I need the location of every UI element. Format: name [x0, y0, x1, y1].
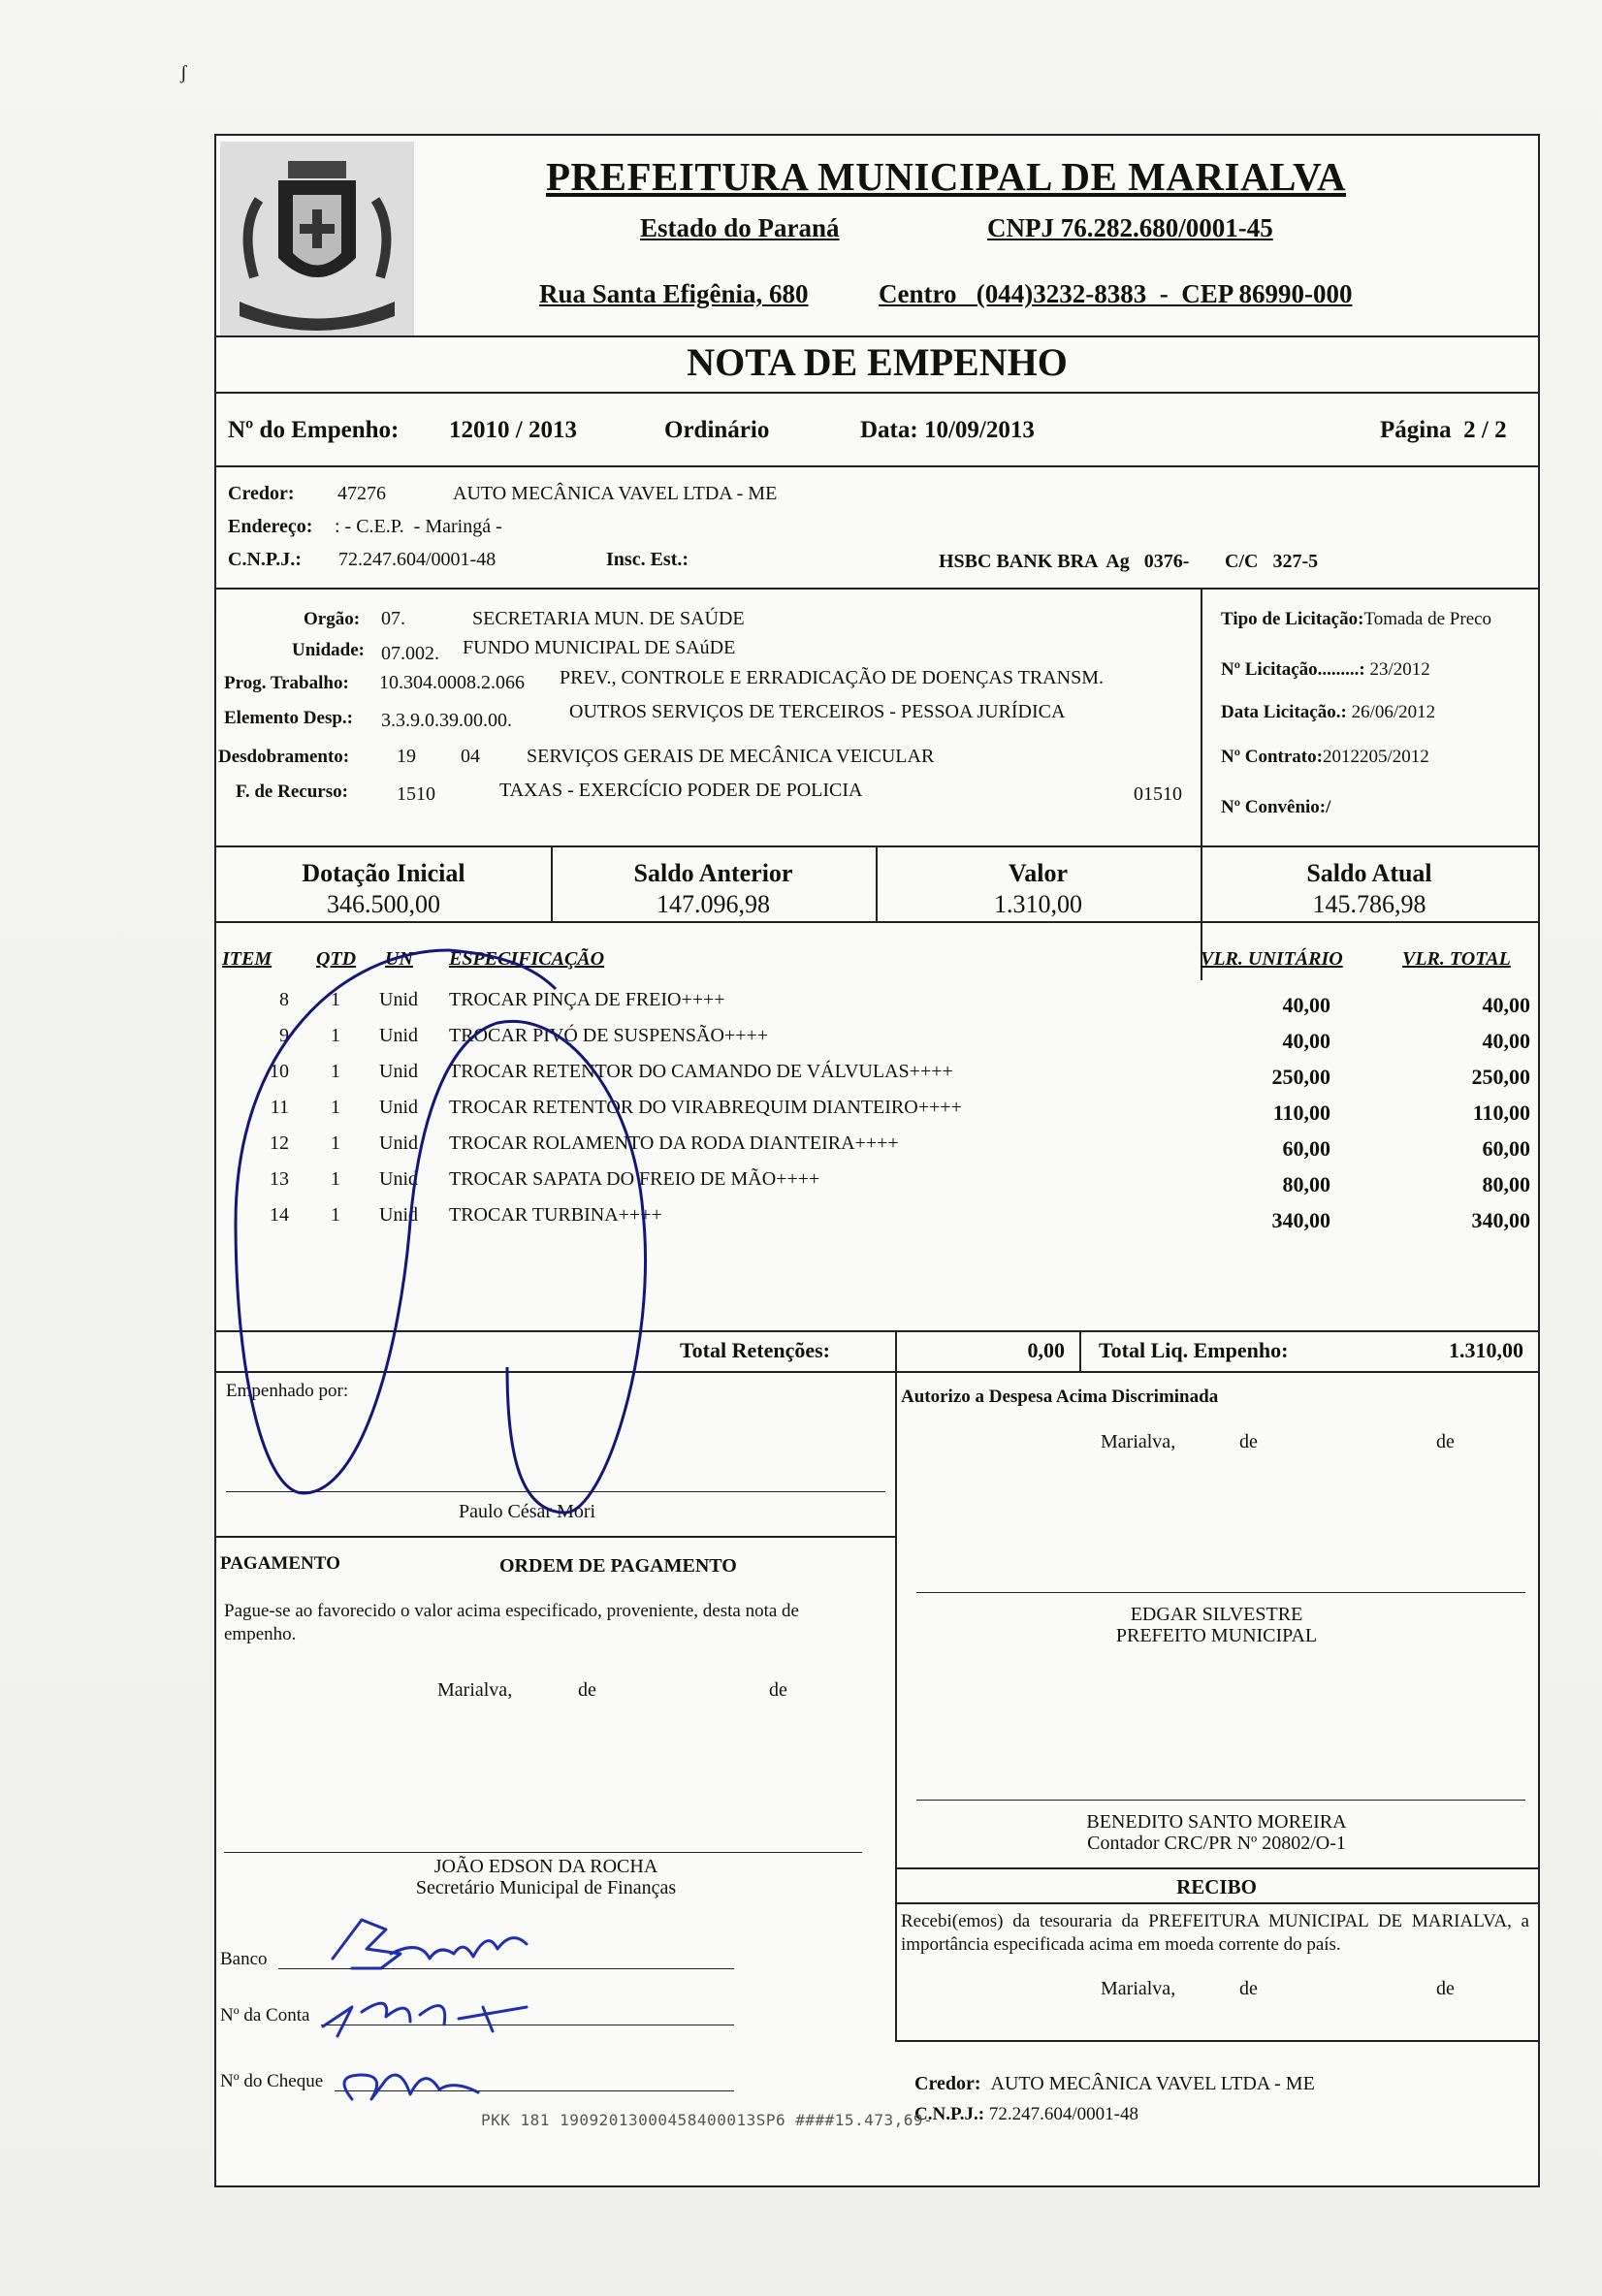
- pagamento-text: Pague-se ao favorecido o valor acima especificado, proveniente, desta nota de empenho.: [224, 1601, 799, 1644]
- empenho-number-label: Nº do Empenho:: [228, 417, 400, 443]
- num-licitacao-value: 23/2012: [1369, 659, 1430, 680]
- prog-label: Prog. Trabalho:: [224, 673, 349, 693]
- item-number: 11: [270, 1097, 289, 1118]
- insc-est-label: Insc. Est.:: [606, 549, 689, 570]
- endereco-label: Endereço:: [228, 516, 313, 537]
- pagamento-de2: de: [769, 1679, 787, 1701]
- contrato-label: Nº Contrato:: [1221, 747, 1323, 767]
- item-total: 110,00: [1472, 1100, 1530, 1125]
- item-unit: Unid: [379, 1132, 418, 1154]
- prog-name: PREV., CONTROLE E ERRADICAÇÃO DE DOENÇAS TRANSM.: [560, 667, 1104, 688]
- item-number: 13: [270, 1168, 289, 1190]
- empenhado-signer: Paulo César Mori: [459, 1501, 596, 1522]
- municipal-crest-icon: [220, 142, 414, 335]
- credor-name: AUTO MECÂNICA VAVEL LTDA - ME: [453, 483, 778, 504]
- item-total: 250,00: [1471, 1065, 1530, 1089]
- unidade-name: FUNDO MUNICIPAL DE SAúDE: [463, 637, 736, 658]
- desdobramento-name: SERVIÇOS GERAIS DE MECÂNICA VEICULAR: [527, 746, 935, 767]
- data-licitacao-label: Data Licitação.:: [1221, 702, 1347, 722]
- handwritten-bank-info-icon: [294, 1900, 779, 2133]
- bank-info: HSBC BANK BRA Ag 0376-: [939, 551, 1190, 572]
- cheque-label: Nº do Cheque: [220, 2071, 324, 2091]
- endereco-value: : - C.E.P. - Maringá -: [335, 516, 502, 537]
- item-unit-price: 80,00: [1282, 1172, 1330, 1196]
- total-retencoes-label: Total Retenções:: [680, 1338, 830, 1362]
- item-unit-price: 110,00: [1272, 1100, 1330, 1125]
- item-unit: Unid: [379, 1097, 418, 1118]
- saldo-atual-value: 145.786,98: [1312, 890, 1426, 918]
- item-number: 9: [279, 1025, 289, 1046]
- item-number: 12: [270, 1132, 289, 1154]
- recibo-credor-label: Credor:: [914, 2073, 981, 2094]
- fonte-code2: 01510: [1134, 783, 1182, 805]
- item-unit-price: 40,00: [1282, 993, 1330, 1017]
- conta-label: Nº da Conta: [220, 2005, 310, 2025]
- item-unit: Unid: [379, 1025, 418, 1046]
- empenho-type: Ordinário: [664, 417, 770, 443]
- footer-code: PKK 181 19092013000458400013SP6 ####15.473,69-: [481, 2111, 934, 2129]
- autorizo-label: Autorizo a Despesa Acima Discriminada: [901, 1387, 1219, 1407]
- item-desc: TROCAR RETENTOR DO VIRABREQUIM DIANTEIRO++++: [449, 1097, 962, 1118]
- prog-code: 10.304.0008.2.066: [379, 672, 525, 693]
- vlr-total-col-header: VLR. TOTAL: [1402, 948, 1511, 970]
- item-unit-price: 250,00: [1271, 1065, 1330, 1089]
- pagamento-de1: de: [578, 1679, 596, 1701]
- empenhado-por-label: Empenhado por:: [226, 1381, 349, 1401]
- desdobramento-code1: 19: [397, 746, 416, 767]
- item-total: 340,00: [1471, 1208, 1530, 1232]
- orgao-code: 07.: [381, 608, 405, 629]
- unidade-code: 07.002.: [381, 643, 439, 664]
- item-desc: TROCAR ROLAMENTO DA RODA DIANTEIRA++++: [449, 1132, 899, 1154]
- item-unit-price: 40,00: [1282, 1029, 1330, 1053]
- vlr-unitario-col-header: VLR. UNITÁRIO: [1201, 948, 1343, 970]
- credor-code: 47276: [337, 483, 386, 504]
- num-licitacao-label: Nº Licitação.........:: [1221, 659, 1365, 680]
- item-desc: TROCAR PINÇA DE FREIO++++: [449, 989, 725, 1010]
- contador-name: BENEDITO SANTO MOREIRA: [1086, 1811, 1347, 1833]
- desdobramento-label: Desdobramento:: [218, 747, 350, 767]
- pagamento-label: PAGAMENTO: [220, 1553, 340, 1574]
- fonte-name: TAXAS - EXERCÍCIO PODER DE POLICIA: [499, 780, 863, 801]
- saldo-anterior-value: 147.096,98: [657, 890, 770, 918]
- item-unit: Unid: [379, 1204, 418, 1226]
- item-unit-price: 340,00: [1271, 1208, 1330, 1232]
- item-total: 60,00: [1482, 1136, 1530, 1161]
- item-number: 14: [270, 1204, 289, 1226]
- item-qtd: 1: [331, 1061, 340, 1082]
- banco-label: Banco: [220, 1949, 268, 1969]
- elemento-name: OUTROS SERVIÇOS DE TERCEIROS - PESSOA JURÍDICA: [569, 701, 1066, 722]
- item-unit: Unid: [379, 1168, 418, 1190]
- dotacao-inicial-value: 346.500,00: [327, 890, 440, 918]
- prefeito-name: EDGAR SILVESTRE: [1130, 1604, 1303, 1625]
- recibo-de2: de: [1436, 1978, 1455, 1999]
- saldo-atual-label: Saldo Atual: [1306, 859, 1432, 887]
- unidade-label: Unidade:: [292, 640, 365, 660]
- recibo-de1: de: [1239, 1978, 1258, 1999]
- saldo-anterior-label: Saldo Anterior: [633, 859, 793, 887]
- recibo-city: Marialva,: [1101, 1978, 1176, 1999]
- recibo-title: RECIBO: [1176, 1875, 1257, 1898]
- fonte-label: F. de Recurso:: [236, 781, 348, 802]
- item-desc: TROCAR SAPATA DO FREIO DE MÃO++++: [449, 1168, 820, 1190]
- item-desc: TROCAR TURBINA++++: [449, 1204, 662, 1226]
- item-qtd: 1: [331, 1097, 340, 1118]
- desdobramento-code2: 04: [461, 746, 480, 767]
- document-title: NOTA DE EMPENHO: [687, 340, 1068, 384]
- un-col-header: UN: [385, 948, 413, 970]
- state-label: Estado do Paraná: [640, 213, 840, 242]
- item-desc: TROCAR PIVÓ DE SUSPENSÃO++++: [449, 1025, 769, 1046]
- qtd-col-header: QTD: [316, 948, 357, 970]
- page-number: Página 2 / 2: [1380, 417, 1507, 443]
- item-total: 80,00: [1482, 1172, 1530, 1196]
- item-unit-price: 60,00: [1282, 1136, 1330, 1161]
- account-info: C/C 327-5: [1225, 551, 1319, 572]
- dotacao-inicial-label: Dotação Inicial: [302, 859, 465, 887]
- stray-mark: ʃ: [180, 62, 187, 83]
- item-unit: Unid: [379, 1061, 418, 1082]
- total-retencoes-value: 0,00: [1027, 1338, 1065, 1362]
- hand-drawn-circle-icon: [216, 931, 682, 1629]
- secretario-title: Secretário Municipal de Finanças: [415, 1877, 677, 1898]
- page-title: PREFEITURA MUNICIPAL DE MARIALVA: [546, 154, 1347, 199]
- contact-label: Centro (044)3232-8383 - CEP 86990-000: [879, 279, 1353, 308]
- item-qtd: 1: [331, 1168, 340, 1190]
- elemento-label: Elemento Desp.:: [224, 708, 353, 728]
- tipo-licitacao-label: Tipo de Licitação:: [1221, 609, 1364, 629]
- item-desc: TROCAR RETENTOR DO CAMANDO DE VÁLVULAS++++: [449, 1061, 953, 1082]
- item-total: 40,00: [1482, 993, 1530, 1017]
- fonte-code: 1510: [397, 783, 435, 805]
- secretario-name: JOÃO EDSON DA ROCHA: [433, 1856, 658, 1877]
- recibo-cnpj-value: 72.247.604/0001-48: [988, 2104, 1138, 2124]
- tipo-licitacao-value: Tomada de Preco: [1363, 609, 1492, 629]
- item-unit: Unid: [379, 989, 418, 1010]
- empenho-number: 12010 / 2013: [449, 417, 577, 443]
- prefeito-title: PREFEITO MUNICIPAL: [1115, 1625, 1318, 1646]
- contador-title: Contador CRC/PR Nº 20802/O-1: [1087, 1833, 1346, 1854]
- recibo-cnpj-label: C.N.P.J.:: [914, 2104, 985, 2124]
- item-qtd: 1: [331, 1132, 340, 1154]
- autorizo-de2: de: [1436, 1431, 1455, 1452]
- orgao-name: SECRETARIA MUN. DE SAÚDE: [472, 608, 745, 629]
- item-qtd: 1: [331, 989, 340, 1010]
- item-qtd: 1: [331, 1204, 340, 1226]
- recibo-text: Recebi(emos) da tesouraria da PREFEITURA MUNICIPAL DE MARIALVA, a importância especificada acima em moeda corrente do país.: [901, 1911, 1529, 1955]
- data-licitacao-value: 26/06/2012: [1351, 702, 1436, 722]
- empenho-date: Data: 10/09/2013: [860, 417, 1035, 443]
- especificacao-col-header: ESPECIFICAÇÃO: [449, 948, 605, 970]
- item-number: 10: [270, 1061, 289, 1082]
- convenio-label: Nº Convênio:/: [1221, 797, 1331, 817]
- elemento-code: 3.3.9.0.39.00.00.: [381, 710, 512, 731]
- cnpj-credor-label: C.N.P.J.:: [228, 549, 302, 570]
- orgao-label: Orgão:: [304, 609, 361, 629]
- item-col-header: ITEM: [222, 948, 272, 970]
- item-number: 8: [279, 989, 289, 1010]
- credor-label: Credor:: [228, 483, 295, 504]
- item-qtd: 1: [331, 1025, 340, 1046]
- nota-de-empenho-form: [214, 134, 1540, 2187]
- valor-label: Valor: [1008, 859, 1069, 887]
- autorizo-de1: de: [1239, 1431, 1258, 1452]
- address-label: Rua Santa Efigênia, 680: [539, 279, 809, 308]
- valor-value: 1.310,00: [994, 890, 1082, 918]
- pagamento-city: Marialva,: [437, 1679, 513, 1701]
- cnpj-header: CNPJ 76.282.680/0001-45: [987, 213, 1273, 242]
- contrato-value: 2012205/2012: [1322, 747, 1429, 767]
- recibo-credor-value: AUTO MECÂNICA VAVEL LTDA - ME: [990, 2073, 1315, 2094]
- cnpj-credor-value: 72.247.604/0001-48: [338, 549, 497, 570]
- autorizo-city: Marialva,: [1101, 1431, 1176, 1452]
- ordem-pagamento-label: ORDEM DE PAGAMENTO: [499, 1555, 737, 1577]
- total-liq-label: Total Liq. Empenho:: [1099, 1338, 1289, 1362]
- total-liq-value: 1.310,00: [1449, 1338, 1523, 1362]
- item-total: 40,00: [1482, 1029, 1530, 1053]
